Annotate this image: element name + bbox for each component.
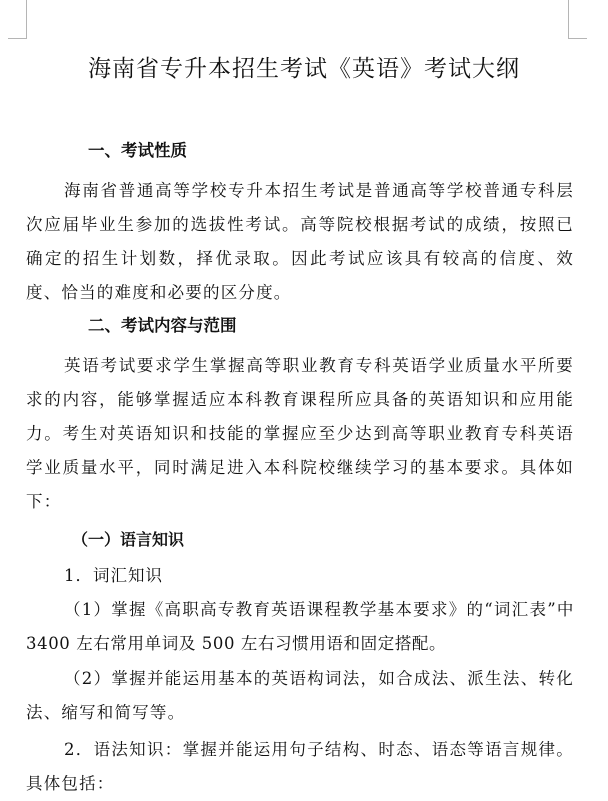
paragraph-exam-nature: 海南省普通高等学校专升本招生考试是普通高等学校普通专科层次应届毕业生参加的选拔性考试。高等院校根据考试的成绩，按照已确定的招生计划数，择优录取。因此考试应该具有较高的信度、效度、恰当的难度和必要的区分度。 [26,181,574,302]
vocabulary-point-1: （1）掌握《高职高专教育英语课程教学基本要求》的“词汇表”中 3400 左右常用单词及 500 左右习惯用语和固定搭配。 [26,600,574,653]
crop-mark-top-left [8,0,27,39]
section-heading-exam-content: 二、考试内容与范围 [88,316,237,335]
section-heading-exam-nature: 一、考试性质 [88,141,187,160]
crop-mark-top-right [568,0,587,39]
subsection-heading-language-knowledge: （一）语言知识 [72,530,185,549]
paragraph-exam-content: 英语考试要求学生掌握高等职业教育专科英语学业质量水平所要求的内容，能够掌握适应本科教育课程所应具备的英语知识和应用能力。考生对英语知识和技能的掌握应至少达到高等职业教育专科英语学业质量水平，同时满足进入本科院校继续学习的基本要求。具体如下： [26,356,574,511]
document-title: 海南省专升本招生考试《英语》考试大纲 [88,56,520,82]
item-vocabulary-knowledge: 1．词汇知识 [64,566,163,585]
item-grammar-knowledge: 2．语法知识：掌握并能运用句子结构、时态、语态等语言规律。具体包括： [26,740,574,793]
vocabulary-point-2: （2）掌握并能运用基本的英语构词法，如合成法、派生法、转化法、缩写和简写等。 [26,669,574,722]
